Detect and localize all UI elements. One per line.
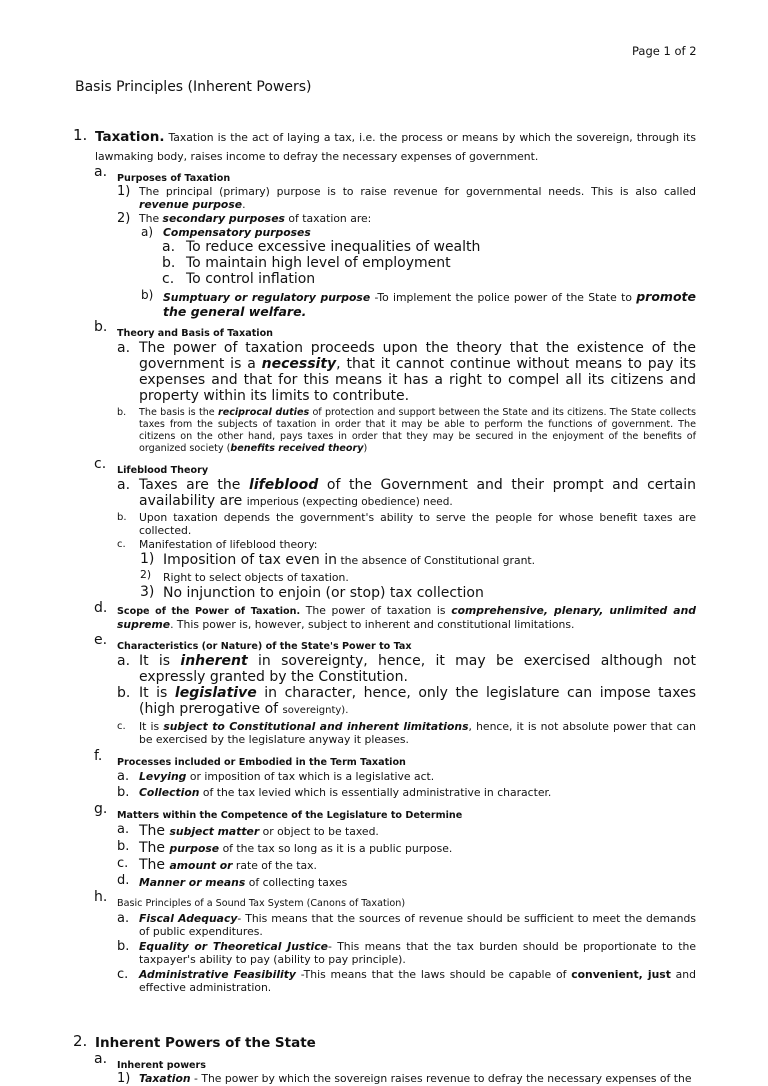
item-emphasis: Sumptuary or regulatory purpose — [163, 291, 371, 304]
list-item — [0, 185, 768, 211]
item-emphasis: Compensatory purposes — [163, 226, 311, 239]
list-marker: g. — [94, 801, 108, 817]
subsection-theory — [0, 321, 768, 340]
item-text: -To implement the police power of the State to — [370, 291, 637, 304]
item-text: . — [242, 198, 246, 211]
subsection-label: Scope of the Power of Taxation. — [117, 606, 301, 617]
list-item — [0, 839, 768, 856]
list-item — [0, 873, 768, 889]
subsection-label: Matters within the Competence of the Legislature to Determine — [117, 810, 463, 821]
list-marker: a. — [117, 653, 131, 669]
item-text: It is — [139, 720, 164, 733]
list-marker: a. — [94, 164, 108, 180]
item-text: - This means that the sources of revenue should be sufficient to meet the demands of public expenditures. — [139, 912, 696, 938]
item-text: , that it cannot continue without means to pay its expenses and that for this means it has a right to compel all its citizens and property within its limits to contribute. — [139, 356, 696, 404]
section-intro: Taxation is the act of laying a tax, i.e. the process or means by which the sovereign, through its lawmaking body, raises income to defray the necessary expenses of government. — [95, 131, 696, 163]
item-emphasis: subject matter — [169, 825, 260, 838]
list-marker: a. — [117, 822, 130, 837]
list-marker: 1) — [140, 551, 155, 567]
item-text: of protection and support between the State and its citizens. The State collects taxes from the subjects of taxation in order that it may be able to perform the functions of government. The citizens on the other hand, pays taxes in order that they may be secured in the enjoyment of the benefits of organized society ( — [139, 407, 696, 454]
item-text: imperious (expecting obedience) need. — [246, 496, 453, 508]
item-text: of taxation are: — [284, 212, 372, 225]
list-marker: b) — [141, 288, 154, 302]
section-marker: 2. — [73, 1032, 88, 1050]
list-item — [0, 289, 768, 319]
list-item — [0, 1072, 768, 1085]
item-text: , hence, it is not absolute power that can be exercised by the legislature anyway it pleases. — [139, 720, 696, 746]
list-item — [0, 653, 768, 685]
subsection-label: Characteristics (or Nature) of the State's Power to Tax — [117, 641, 412, 652]
subsection-label: Purposes of Taxation — [117, 173, 231, 184]
section-taxation — [0, 126, 768, 164]
list-item — [0, 720, 768, 746]
item-emphasis: purpose — [169, 842, 220, 855]
item-emphasis: Equality or Theoretical Justice — [139, 940, 328, 953]
item-emphasis: amount or — [169, 859, 233, 872]
list-item — [0, 226, 768, 239]
subsection-label: Basic Principles of a Sound Tax System (Canons of Taxation) — [117, 898, 406, 909]
list-marker: b. — [117, 939, 130, 954]
item-emphasis: lifeblood — [249, 477, 319, 493]
list-item — [0, 584, 768, 601]
list-marker: h. — [94, 889, 108, 905]
list-marker: 2) — [140, 568, 152, 581]
section-inherent-powers — [0, 1032, 768, 1051]
list-marker: 3) — [140, 584, 155, 600]
item-text: or imposition of tax which is a legislative act. — [186, 770, 435, 783]
item-text: - This means that the tax burden should be proportionate to the taxpayer's ability to pay (ability to pay principle). — [139, 940, 696, 966]
item-emphasis: secondary purposes — [162, 212, 285, 225]
item-emphasis: inherent — [180, 653, 248, 669]
list-item — [0, 685, 768, 719]
subsection-label: Inherent powers — [117, 1060, 206, 1071]
item-text: of the tax so long as it is a public purpose. — [219, 842, 453, 855]
item-text: . This power is, however, subject to inherent and constitutional limitations. — [170, 618, 575, 631]
item-text: Imposition of tax even in — [163, 552, 338, 568]
list-marker: a. — [162, 239, 176, 255]
item-text: -This means that the laws should be capable of — [295, 968, 572, 981]
list-item — [0, 239, 768, 255]
list-item — [0, 822, 768, 839]
list-marker: c. — [162, 271, 175, 287]
list-item — [0, 769, 768, 785]
list-item — [0, 407, 768, 455]
list-marker: b. — [94, 319, 108, 335]
list-marker: c. — [117, 856, 129, 871]
item-text: The — [139, 857, 170, 873]
list-item — [0, 271, 768, 287]
item-text: Manifestation of lifeblood theory: — [139, 538, 318, 551]
list-item — [0, 212, 768, 225]
list-item — [0, 856, 768, 873]
subsection-scope — [0, 600, 768, 631]
section-marker: 1. — [73, 126, 88, 144]
item-text: of the tax levied which is essentially administrative in character. — [199, 786, 552, 799]
list-marker: c. — [117, 721, 126, 732]
item-text: To maintain high level of employment — [186, 255, 451, 271]
list-marker: a. — [94, 1051, 108, 1067]
item-emphasis: Levying — [139, 770, 187, 783]
list-item — [0, 477, 768, 510]
item-text: Taxes are the — [139, 477, 250, 493]
list-marker: b. — [117, 512, 127, 523]
list-item — [0, 511, 768, 537]
item-text: The power of taxation is — [300, 604, 452, 617]
item-emphasis: subject to Constitutional and inherent limitations — [163, 720, 469, 733]
item-text: The — [139, 840, 170, 856]
list-marker: a. — [117, 769, 130, 784]
item-emphasis: Administrative Feasibility — [139, 968, 296, 981]
item-emphasis: Fiscal Adequacy — [139, 912, 238, 925]
list-item — [0, 340, 768, 404]
item-bold: convenient, just — [571, 968, 671, 981]
item-text: or object to be taxed. — [259, 825, 379, 838]
list-item — [0, 968, 768, 994]
list-item — [0, 940, 768, 966]
section-heading: Inherent Powers of the State — [95, 1035, 316, 1051]
document-title: Basis Principles (Inherent Powers) — [75, 79, 312, 95]
list-marker: b. — [117, 407, 127, 418]
list-item — [0, 912, 768, 938]
subsection-characteristics — [0, 634, 768, 653]
item-emphasis: Collection — [139, 786, 200, 799]
item-emphasis: Taxation — [139, 1072, 191, 1085]
item-text: in sovereignty, hence, it may be exercised although not expressly granted by the Constitution. — [139, 653, 696, 685]
item-text: No injunction to enjoin (or stop) tax collection — [163, 585, 484, 601]
subsection-matters — [0, 803, 768, 822]
item-text: To control inflation — [186, 271, 316, 287]
subsection-processes — [0, 750, 768, 769]
list-marker: b. — [117, 839, 130, 854]
list-item — [0, 568, 768, 584]
list-marker: a) — [141, 225, 154, 239]
item-text: Upon taxation depends the government's ability to serve the people for whose benefit taxes are collected. — [139, 511, 696, 537]
list-marker: d. — [94, 600, 108, 616]
item-text: It is — [139, 653, 181, 669]
item-text: The — [139, 212, 163, 225]
item-text: It is — [139, 685, 175, 701]
item-emphasis: revenue purpose — [139, 198, 243, 211]
item-text: The basis is the — [139, 407, 218, 418]
item-text: rate of the tax. — [232, 859, 317, 872]
subsection-label: Theory and Basis of Taxation — [117, 328, 273, 339]
subsection-canons — [0, 891, 768, 910]
subsection-inherent-powers — [0, 1053, 768, 1072]
subsection-label: Lifeblood Theory — [117, 465, 209, 476]
list-marker: 2) — [117, 211, 131, 226]
item-emphasis: promote the general welfare. — [163, 289, 696, 319]
list-marker: a. — [117, 340, 131, 356]
page-number: Page 1 of 2 — [632, 44, 697, 58]
item-text: sovereignty). — [282, 705, 349, 716]
item-text: To reduce excessive inequalities of wealth — [186, 239, 481, 255]
list-marker: f. — [94, 748, 103, 764]
item-text: The — [139, 823, 170, 839]
list-marker: c. — [117, 539, 126, 550]
list-marker: e. — [94, 632, 108, 648]
subsection-label: Processes included or Embodied in the Term Taxation — [117, 757, 406, 768]
document-body — [0, 126, 768, 1085]
item-emphasis: comprehensive, plenary, unlimited and supreme — [117, 604, 696, 631]
list-item — [0, 551, 768, 568]
item-text: and effective administration. — [139, 968, 696, 994]
list-marker: b. — [162, 255, 176, 271]
item-text: Right to select objects of taxation. — [163, 571, 349, 584]
item-text: of collecting taxes — [245, 876, 348, 889]
item-emphasis: benefits received theory — [230, 443, 364, 454]
list-marker: c. — [94, 456, 107, 472]
item-text: ) — [363, 443, 368, 454]
list-marker: 1) — [117, 184, 131, 199]
item-emphasis: Manner or means — [139, 876, 246, 889]
item-text: The power of taxation proceeds upon the theory that the existence of the government is a — [139, 340, 696, 372]
list-marker: a. — [117, 911, 130, 926]
list-marker: b. — [117, 685, 131, 701]
item-emphasis: legislative — [174, 685, 257, 701]
item-text: the absence of Constitutional grant. — [337, 554, 536, 567]
list-item — [0, 785, 768, 801]
list-marker: c. — [117, 967, 129, 982]
list-marker: d. — [117, 873, 130, 888]
item-emphasis: necessity — [261, 356, 337, 372]
item-text: - The power by which the sovereign raises revenue to defray the necessary expenses of the — [190, 1072, 692, 1085]
list-marker: b. — [117, 785, 130, 800]
list-item — [0, 538, 768, 551]
item-emphasis: reciprocal duties — [217, 407, 310, 418]
item-text: in character, hence, only the legislature can impose taxes (high prerogative of — [139, 685, 697, 717]
list-item — [0, 255, 768, 271]
item-text: of the Government and their prompt and certain availability are — [139, 477, 696, 509]
section-heading: Taxation. — [95, 129, 165, 145]
subsection-lifeblood — [0, 458, 768, 477]
subsection-purposes — [0, 166, 768, 185]
item-text: The principal (primary) purpose is to raise revenue for governmental needs. This is also called — [139, 185, 696, 198]
list-marker: a. — [117, 477, 131, 493]
list-marker: 1) — [117, 1071, 131, 1086]
